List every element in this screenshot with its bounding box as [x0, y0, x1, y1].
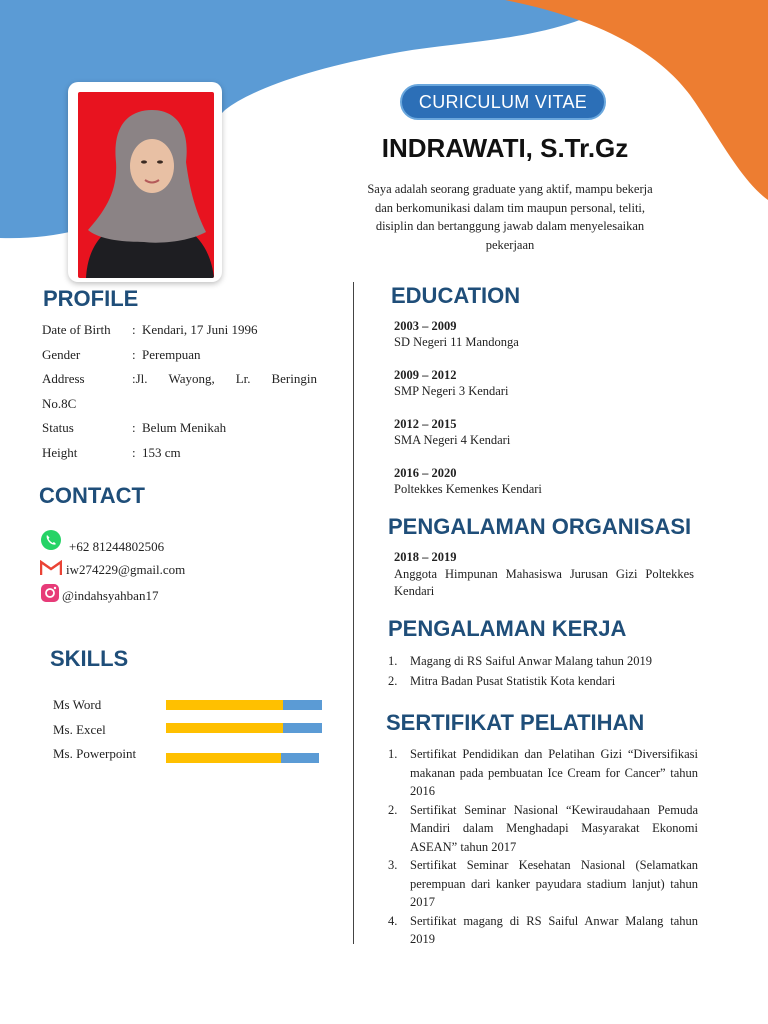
phone-number: +62 81244802506: [69, 539, 165, 554]
column-divider: [353, 282, 354, 944]
list-number: 1.: [388, 747, 398, 761]
list-number: 3.: [388, 858, 398, 872]
certificate-item: [388, 856, 698, 912]
education-years: 2016 – 2020: [394, 466, 457, 480]
work-item: [388, 651, 652, 671]
profile-value: Perempuan: [142, 346, 201, 362]
instagram-handle: @indahsyahban17: [62, 588, 159, 603]
education-years: 2003 – 2009: [394, 319, 457, 333]
profile-photo: [78, 92, 214, 278]
certificate-list: [388, 745, 698, 949]
contact-phone: [40, 525, 164, 555]
education-years: 2009 – 2012: [394, 368, 457, 382]
certificate-item: [388, 912, 698, 949]
profile-label: Date of Birth: [42, 322, 111, 338]
photo-frame: [68, 82, 222, 282]
profile-label: Gender: [42, 346, 81, 362]
address-part: Beringin: [271, 371, 317, 387]
profile-label: Status: [42, 420, 74, 436]
summary-text: Saya adalah seorang graduate yang aktif, mampu bekerja dan berkomunikasi dalam tim maupun personal, teliti, disiplin dan bertanggung jawab dalam menyelesaikan pekerjaan: [367, 182, 653, 252]
profile-row-height: [42, 441, 317, 466]
education-item: [394, 416, 510, 448]
education-item: [394, 465, 542, 497]
contact-email: [40, 558, 185, 578]
education-school: Poltekkes Kemenkes Kendari: [394, 482, 542, 496]
profile-value: [132, 371, 317, 387]
certificate-text: Sertifikat Pendidikan dan Pelatihan Gizi “Diversifikasi makanan pada pembuatan Ice Cream for Cancer” tahun 2016: [410, 747, 698, 798]
skills-heading: SKILLS: [50, 646, 129, 671]
organization-heading: PENGALAMAN ORGANISASI: [388, 514, 692, 539]
contact-instagram: [40, 582, 158, 604]
list-number: 1.: [388, 654, 398, 668]
work-list: [388, 651, 652, 691]
education-school: SMA Negeri 4 Kendari: [394, 433, 511, 447]
profile-row-address: [42, 367, 317, 392]
profile-colon: :: [132, 420, 136, 436]
education-item: [394, 367, 508, 399]
skill-bar: [166, 700, 322, 710]
address-part: :Jl.: [132, 371, 148, 387]
profile-row-dob: [42, 318, 317, 343]
address-part: Wayong,: [168, 371, 215, 387]
profile-label: Address: [42, 371, 85, 387]
skill-bar: [166, 723, 322, 733]
address-part: Lr.: [235, 371, 251, 387]
education-school: SD Negeri 11 Mandonga: [394, 335, 519, 349]
skill-label: Ms. Powerpoint: [53, 746, 137, 761]
profile-colon: :: [132, 322, 136, 338]
education-heading: EDUCATION: [391, 283, 521, 308]
list-number: 2.: [388, 674, 398, 688]
work-text: Magang di RS Saiful Anwar Malang tahun 2019: [410, 654, 652, 668]
organization-description: Anggota Himpunan Mahasiswa Jurusan Gizi Poltekkes Kendari: [394, 567, 694, 598]
skill-bar-fill: [166, 700, 283, 710]
profile-row-gender: [42, 343, 317, 368]
profile-row-address-cont: [42, 392, 317, 417]
candidate-name: INDRAWATI, S.Tr.Gz: [381, 133, 629, 163]
list-number: 4.: [388, 913, 398, 928]
certificate-text: Sertifikat Seminar Kesehatan Nasional (Selamatkan perempuan dari kanker payudara stadium lanjut) tahun 2017: [410, 858, 698, 909]
skill-label: Ms. Excel: [53, 722, 106, 737]
address-part: No.8C: [42, 395, 77, 411]
instagram-icon: [40, 583, 60, 603]
education-school: SMP Negeri 3 Kendari: [394, 384, 509, 398]
certificate-item: [388, 745, 698, 801]
profile-value: 153 cm: [142, 444, 181, 460]
gmail-icon: [40, 560, 62, 576]
profile-value: Kendari, 17 Juni 1996: [142, 322, 258, 338]
skill-bar-fill: [166, 753, 281, 763]
certificate-text: Sertifikat magang di RS Saiful Anwar Malang tahun 2019: [410, 913, 698, 946]
profile-colon: :: [132, 444, 136, 460]
list-number: 2.: [388, 802, 398, 817]
certificates-heading: SERTIFIKAT PELATIHAN: [386, 710, 645, 735]
organization-year-range: 2018 – 2019: [394, 550, 457, 564]
profile-heading: PROFILE: [43, 286, 139, 311]
cv-badge: CURICULUM VITAE: [400, 84, 606, 120]
profile-row-status: [42, 416, 317, 441]
work-item: [388, 671, 652, 691]
email-address[interactable]: iw274229@gmail.com: [66, 562, 186, 577]
work-text: Mitra Badan Pusat Statistik Kota kendari: [410, 674, 616, 688]
organization-years: [394, 549, 457, 565]
profile-table: [42, 318, 317, 465]
work-heading: PENGALAMAN KERJA: [388, 616, 627, 641]
profile-label: Height: [42, 444, 78, 460]
skill-bar-fill: [166, 723, 283, 733]
education-years: 2012 – 2015: [394, 417, 457, 431]
contact-heading: CONTACT: [39, 483, 145, 508]
skill-label: Ms Word: [53, 697, 102, 712]
whatsapp-icon: [40, 529, 62, 551]
profile-value: Belum Menikah: [142, 420, 227, 436]
certificate-item: [388, 801, 698, 857]
education-item: [394, 318, 519, 350]
certificate-text: Sertifikat Seminar Nasional “Kewiraudahaan Pemuda Mandiri dalam Menghadapi Masyarakat Ekonomi ASEAN” tahun 2017: [410, 802, 698, 854]
profile-colon: :: [132, 346, 136, 362]
skill-bar: [166, 753, 319, 763]
